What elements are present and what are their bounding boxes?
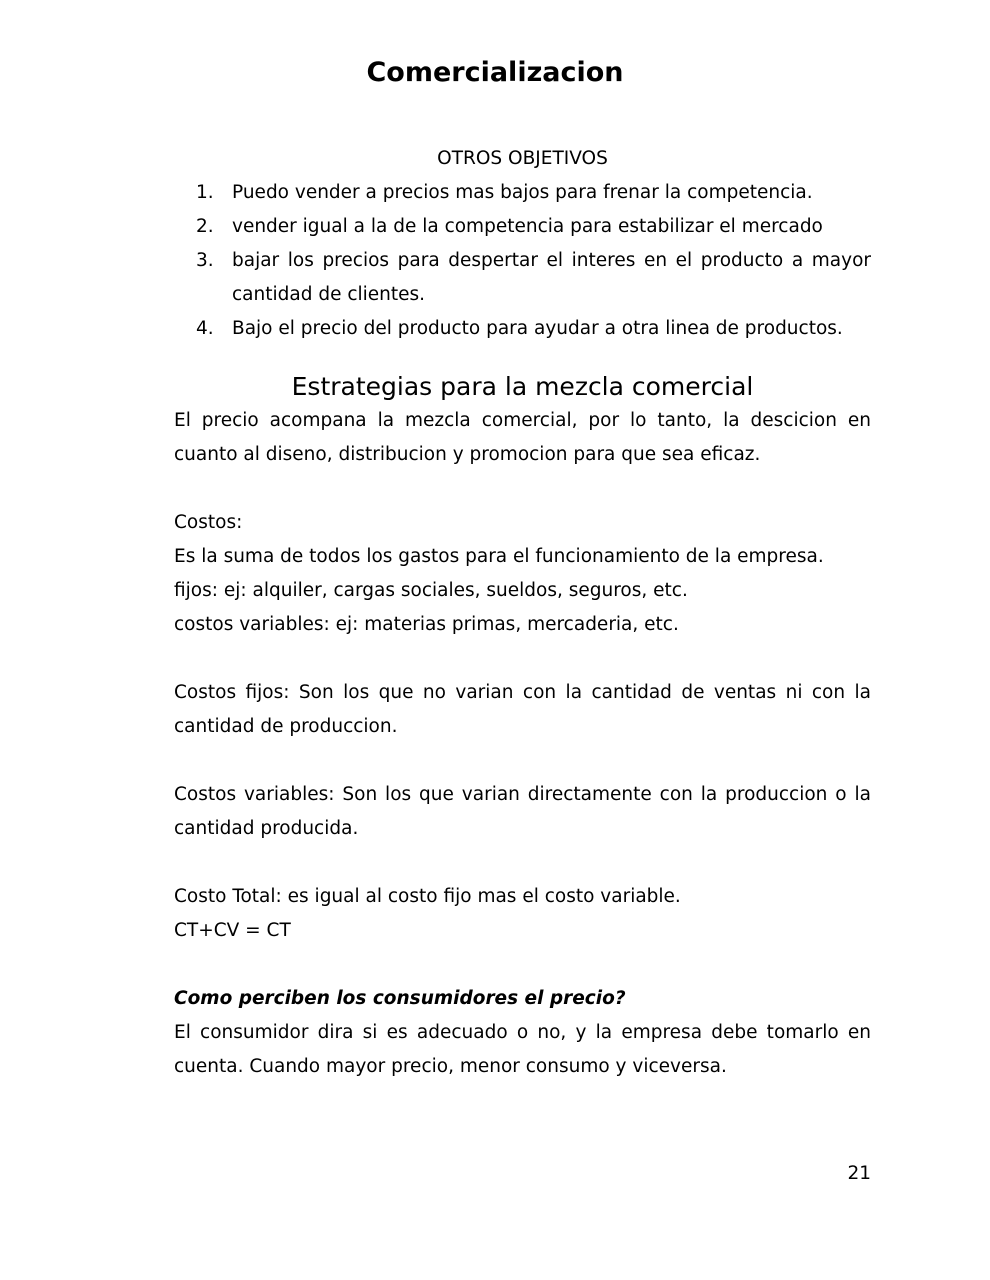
strategies-intro: El precio acompana la mezcla comercial, por lo tanto, la descicion en cuanto al diseno, distribucion y promocion para que sea eficaz.	[174, 410, 871, 465]
list-item-text: vender igual a la de la competencia para estabilizar el mercado	[232, 216, 823, 237]
page-content	[174, 142, 871, 1084]
perception-question: Como perciben los consumidores el precio?	[174, 988, 626, 1009]
objectives-list	[174, 176, 871, 346]
page-number: 21	[847, 1163, 871, 1184]
list-item-number: 3.	[196, 250, 214, 271]
paragraph-spacer	[174, 642, 871, 676]
list-item-text: Puedo vender a precios mas bajos para frenar la competencia.	[232, 182, 813, 203]
paragraph-spacer	[174, 846, 871, 880]
list-item	[174, 176, 871, 210]
variable-costs-definition: Costos variables: Son los que varian directamente con la produccion o la cantidad producida.	[174, 784, 871, 839]
list-item-text: bajar los precios para despertar el interes en el producto a mayor cantidad de clientes.	[232, 250, 871, 305]
list-item	[174, 244, 871, 312]
fixed-costs-definition: Costos fijos: Son los que no varian con la cantidad de ventas ni con la cantidad de produccion.	[174, 682, 871, 737]
costs-definition: Es la suma de todos los gastos para el funcionamiento de la empresa.	[174, 546, 824, 567]
list-item-number: 4.	[196, 318, 214, 339]
fixed-costs-example: fijos: ej: alquiler, cargas sociales, sueldos, seguros, etc.	[174, 580, 688, 601]
section-title: Estrategias para la mezcla comercial	[291, 372, 754, 401]
list-item	[174, 312, 871, 346]
paragraph-spacer	[174, 472, 871, 506]
list-item-text: Bajo el precio del producto para ayudar a otra linea de productos.	[232, 318, 843, 339]
list-item	[174, 210, 871, 244]
list-item-number: 1.	[196, 182, 214, 203]
perception-answer: El consumidor dira si es adecuado o no, y la empresa debe tomarlo en cuenta. Cuando mayor precio, menor consumo y viceversa.	[174, 1022, 871, 1077]
variable-costs-example: costos variables: ej: materias primas, mercaderia, etc.	[174, 614, 679, 635]
total-cost-definition: Costo Total: es igual al costo fijo mas el costo variable.	[174, 886, 681, 907]
cost-formula: CT+CV = CT	[174, 920, 291, 941]
objectives-heading: OTROS OBJETIVOS	[437, 148, 608, 169]
costs-label: Costos:	[174, 512, 243, 533]
paragraph-spacer	[174, 948, 871, 982]
page-header-title: Comercializacion	[366, 57, 624, 88]
paragraph-spacer	[174, 744, 871, 778]
list-item-number: 2.	[196, 216, 214, 237]
